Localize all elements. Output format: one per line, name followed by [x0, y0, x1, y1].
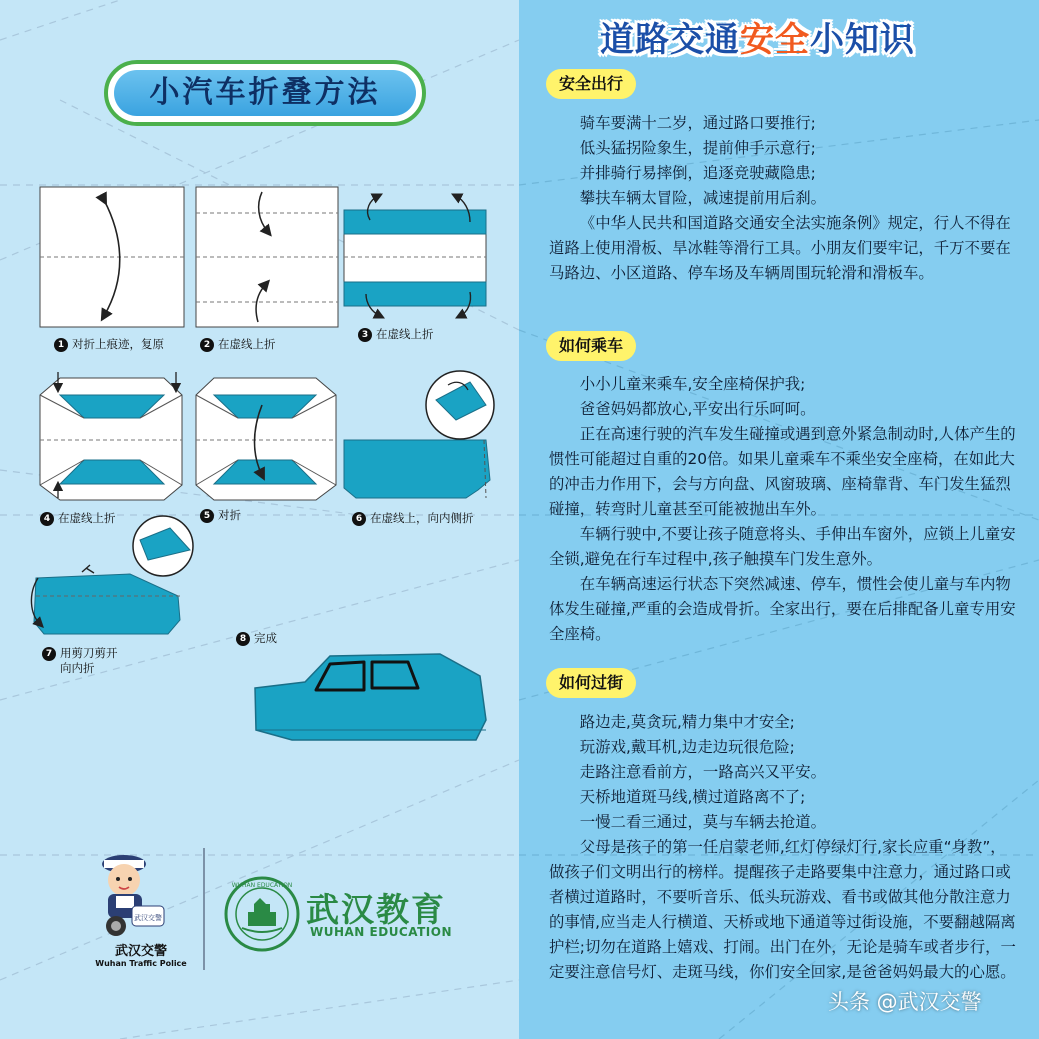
- section-body-riding: 小小儿童来乘车,安全座椅保护我; 爸爸妈妈都放心,平安出行乐呵呵。 正在高速行驶的汽车发生碰撞或遇到意外紧急制动时,人体产生的惯性可能超过自重的20倍。如果儿童乘车不乘坐安全座椅，在如此大的冲击力作用下，会与方向盘、风窗玻璃、座椅靠背、车门发生猛烈碰撞，转弯时儿童甚至可能被抛出车外。 车辆行驶中,不要让孩子随意将头、手伸出车窗外，应锁上儿童安全锁,避免在行车过程中,孩子触摸车门发生意外。 在车辆高速运行状态下突然减速、停车，惯性会使儿童与车内物体发生碰撞,严重的会造成骨折。全家出行，要在后排配备儿童专用安全座椅。: [549, 375, 1016, 643]
- wuhan-education-seal-logo: [222, 874, 302, 954]
- step-4-label: 4 在虚线上折: [40, 511, 116, 526]
- step-2-label: 2 在虚线上折: [200, 337, 276, 352]
- step-8-diagram: [255, 654, 486, 740]
- edu-seal-text: WUHAN EDUCATION: [231, 882, 293, 889]
- step-1-label: 1 对折上痕迹，复原: [54, 337, 164, 352]
- step-6-diagram: [344, 371, 494, 498]
- police-logo-cn: 武汉交警: [114, 944, 167, 959]
- police-logo-text: [86, 940, 196, 968]
- traffic-police-mascot-logo: [86, 850, 176, 940]
- step-4-diagram: [40, 372, 182, 500]
- section-heading-crossing: 如何过街: [546, 668, 636, 698]
- step-7-diagram: [31, 516, 193, 634]
- section-body-safe-travel: 骑车要满十二岁，通过路口要推行; 低头猛拐险象生，提前伸手示意行; 并排骑行易摔倒，追逐竞驶藏隐患; 攀扶车辆太冒险，减速提前用后刹。 《中华人民共和国道路交通安全法实施条例》规定，行人不得在道路上使用滑板、旱冰鞋等滑行工具。小朋友们要牢记，千万不要在马路边、小区道路、停车场及车辆周围玩轮滑和滑板车。: [549, 114, 1011, 282]
- step-3-diagram: [344, 196, 486, 316]
- step-5-diagram: [196, 378, 336, 500]
- edu-logo-en: WUHAN EDUCATION: [310, 925, 452, 939]
- source-watermark: 头条 @武汉交警: [828, 990, 982, 1014]
- step-3-label: 3 在虚线上折: [358, 327, 434, 342]
- step-6-label: 6 在虚线上，向内侧折: [352, 511, 474, 526]
- folding-instructions-panel: [0, 0, 519, 1039]
- logo-divider: [203, 848, 205, 970]
- step-8-label: 8 完成: [236, 631, 277, 646]
- safety-knowledge-title: 道路交通安全小知识: [600, 20, 915, 60]
- folding-title: 小汽车折叠方法: [114, 70, 416, 116]
- edu-logo-cn: 武汉教育: [306, 890, 446, 929]
- section-heading-riding: 如何乘车: [546, 331, 636, 361]
- police-badge-text: 武汉交警: [134, 914, 162, 922]
- step-5-label: 5 对折: [200, 508, 241, 523]
- section-heading-safe-travel: 安全出行: [546, 69, 636, 99]
- step-7-label: 7 用剪刀剪开 向内折: [42, 646, 118, 676]
- police-logo-en: Wuhan Traffic Police: [95, 959, 187, 968]
- section-body-crossing: 路边走,莫贪玩,精力集中才安全; 玩游戏,戴耳机,边走边玩很危险; 走路注意看前方，一路高兴又平安。 天桥地道斑马线,横过道路离不了; 一慢二看三通过，莫与车辆去抢道。 父母是孩子的第一任启蒙老师,红灯停绿灯行,家长应重“身教”，做孩子们文明出行的榜样。提醒孩子走路要集中注意力，通过路口或者横过道路时，不要听音乐、低头玩游戏、看书或做其他分散注意力的事情,应当走人行横道、天桥或地下通道等过街设施，不要翻越隔离护栏;切勿在道路上嬉戏、打闹。出门在外，无论是骑车或者步行，一定要注意信号灯、走斑马线，你们安全回家,是爸爸妈妈最大的心愿。: [549, 713, 1016, 981]
- folding-steps-diagram: [0, 0, 519, 800]
- step-2-diagram: [196, 187, 338, 327]
- step-1-diagram: [40, 187, 184, 327]
